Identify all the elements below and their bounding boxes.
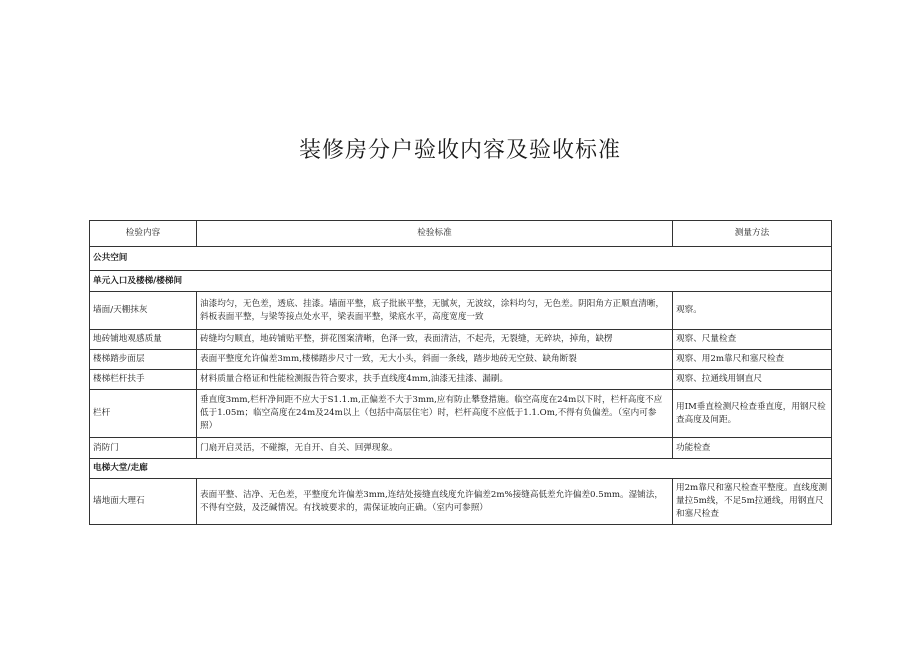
subsection-elevator-lobby: 电梯大堂/走廊 <box>90 459 832 479</box>
table-row <box>90 479 832 525</box>
cell-content: 消防门 <box>90 438 197 459</box>
section-public-space: 公共空间 <box>90 247 832 271</box>
cell-standard: 表面平整、洁净、无色差，平整度允许偏差3mm,连结处接缝直线度允许偏差2m%接缝高低差允许偏差0.5mm。湿铺法，不得有空鼓，及泛碱情况。有找坡要求的，需保证坡向正确。（室内可参照） <box>197 479 673 525</box>
acceptance-table <box>89 220 832 525</box>
cell-method: 观察、用2m靠尺和塞尺检查 <box>673 350 832 370</box>
cell-content: 墙地面大理石 <box>90 479 197 525</box>
subsection-unit-entrance: 单元入口及楼梯/楼梯间 <box>90 271 832 292</box>
header-content: 检验内容 <box>90 221 197 247</box>
cell-standard: 表面平整度允许偏差3mm,楼梯踏步尺寸一致，无大小头，斜面一条线，踏步地砖无空鼓、缺角断裂 <box>197 350 673 370</box>
cell-content: 楼梯踏步面层 <box>90 350 197 370</box>
cell-method: 功能检查 <box>673 438 832 459</box>
cell-standard: 门扇开启灵活，不碰擦，无自开、自关、回弹现象。 <box>197 438 673 459</box>
cell-content: 楼梯栏杆扶手 <box>90 370 197 390</box>
cell-content: 墙面/天棚抹灰 <box>90 292 197 330</box>
cell-standard: 砖缝均匀顺直，地砖铺贴平整，拼花图案清晰，色泽一致，表面清洁，不起壳，无裂缝，无碎块，掉角，缺楞 <box>197 330 673 350</box>
table-row <box>90 438 832 459</box>
table-row <box>90 292 832 330</box>
section-row <box>90 247 832 271</box>
subsection-row <box>90 459 832 479</box>
cell-standard: 油漆均匀，无色差，透底、挂漆。墙面平整，底子批嵌平整，无腻灰，无波纹，涂料均匀，无色差。阴阳角方正顺直清晰，斜板表面平整，与梁等接点处水平，梁表面平整，梁底水平，高度宽度一致 <box>197 292 673 330</box>
header-method: 测量方法 <box>673 221 832 247</box>
table-header-row <box>90 221 832 247</box>
cell-method: 用2m靠尺和塞尺检查平整度。直线度测量拉5m线，不足5m拉通线，用钢直尺和塞尺检查 <box>673 479 832 525</box>
table-row <box>90 390 832 438</box>
cell-standard: 垂直度3mm,栏杆净间距不应大于S1.1.m,正偏差不大于3mm,应有防止攀登措施。临空高度在24m以下时，栏杆高度不应低于1.05m；临空高度在24m及24m以上（包括中高层住宅）时，栏杆高度不应低于1.1.Om,不得有负偏差。（室内可参照） <box>197 390 673 438</box>
cell-content: 栏杆 <box>90 390 197 438</box>
header-standard: 检验标准 <box>197 221 673 247</box>
cell-method: 观察、拉通线用钢直尺 <box>673 370 832 390</box>
table-row <box>90 330 832 350</box>
cell-content: 地砖铺地观感质量 <box>90 330 197 350</box>
cell-method: 用IM垂直检测尺检查垂直度，用钢尺检查高度及间距。 <box>673 390 832 438</box>
cell-standard: 材料质量合格证和性能检测报告符合要求，扶手直线度4mm,油漆无挂漆、漏刷。 <box>197 370 673 390</box>
table-row <box>90 350 832 370</box>
subsection-row <box>90 271 832 292</box>
page-title: 装修房分户验收内容及验收标准 <box>298 138 621 163</box>
table-row <box>90 370 832 390</box>
cell-method: 观察。 <box>673 292 832 330</box>
cell-method: 观察、尺量检查 <box>673 330 832 350</box>
